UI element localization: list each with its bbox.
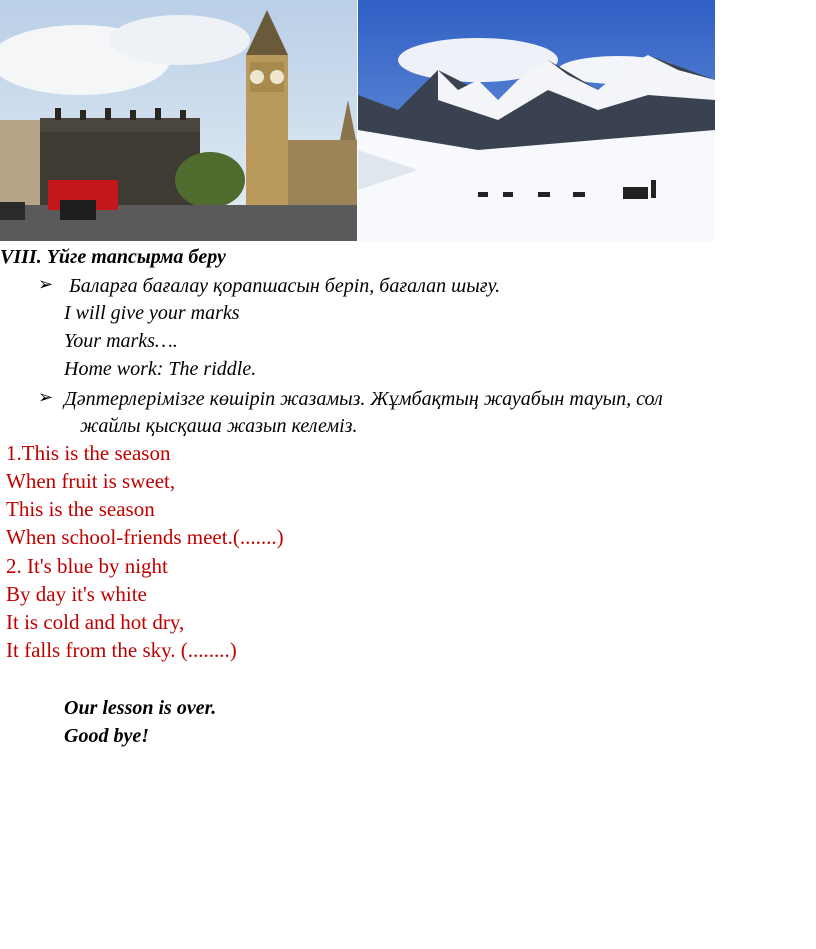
riddle-line: This is the season [6, 497, 155, 521]
goodbye-line: Good bye! [64, 725, 149, 747]
riddle-line: It is cold and hot dry, [6, 610, 185, 634]
riddle-line: 2. It's blue by night [6, 554, 168, 578]
arrow-bullet-icon: ➢ [38, 274, 54, 294]
bullet-grading-text: Баларға бағалау қорапшасын беріп, бағалап шығу. [69, 275, 501, 297]
arrow-bullet-icon: ➢ [38, 387, 54, 407]
closing-line: Our lesson is over. [64, 697, 217, 719]
section-heading: VIII. Үйге тапсырма беру [0, 246, 226, 268]
riddle-line: It falls from the sky. (........) [6, 638, 237, 662]
london-photo [0, 0, 357, 241]
mountain-sled-photo [358, 0, 715, 241]
bullet-copy-text: Дәптерлерімізге көшіріп жазамыз. Жұмбақтың жауабын тауып, сол [64, 388, 663, 410]
marks-line: I will give your marks [64, 302, 240, 324]
your-marks-line: Your marks…. [64, 330, 178, 352]
riddle-line: By day it's white [6, 582, 147, 606]
riddle-line: When fruit is sweet, [6, 469, 176, 493]
bullet-copy-text-cont: жайлы қысқаша жазып келеміз. [80, 415, 358, 437]
homework-line: Home work: The riddle. [64, 358, 257, 380]
riddle-line: 1.This is the season [6, 441, 171, 465]
riddle-line: When school-friends meet.(.......) [6, 525, 284, 549]
